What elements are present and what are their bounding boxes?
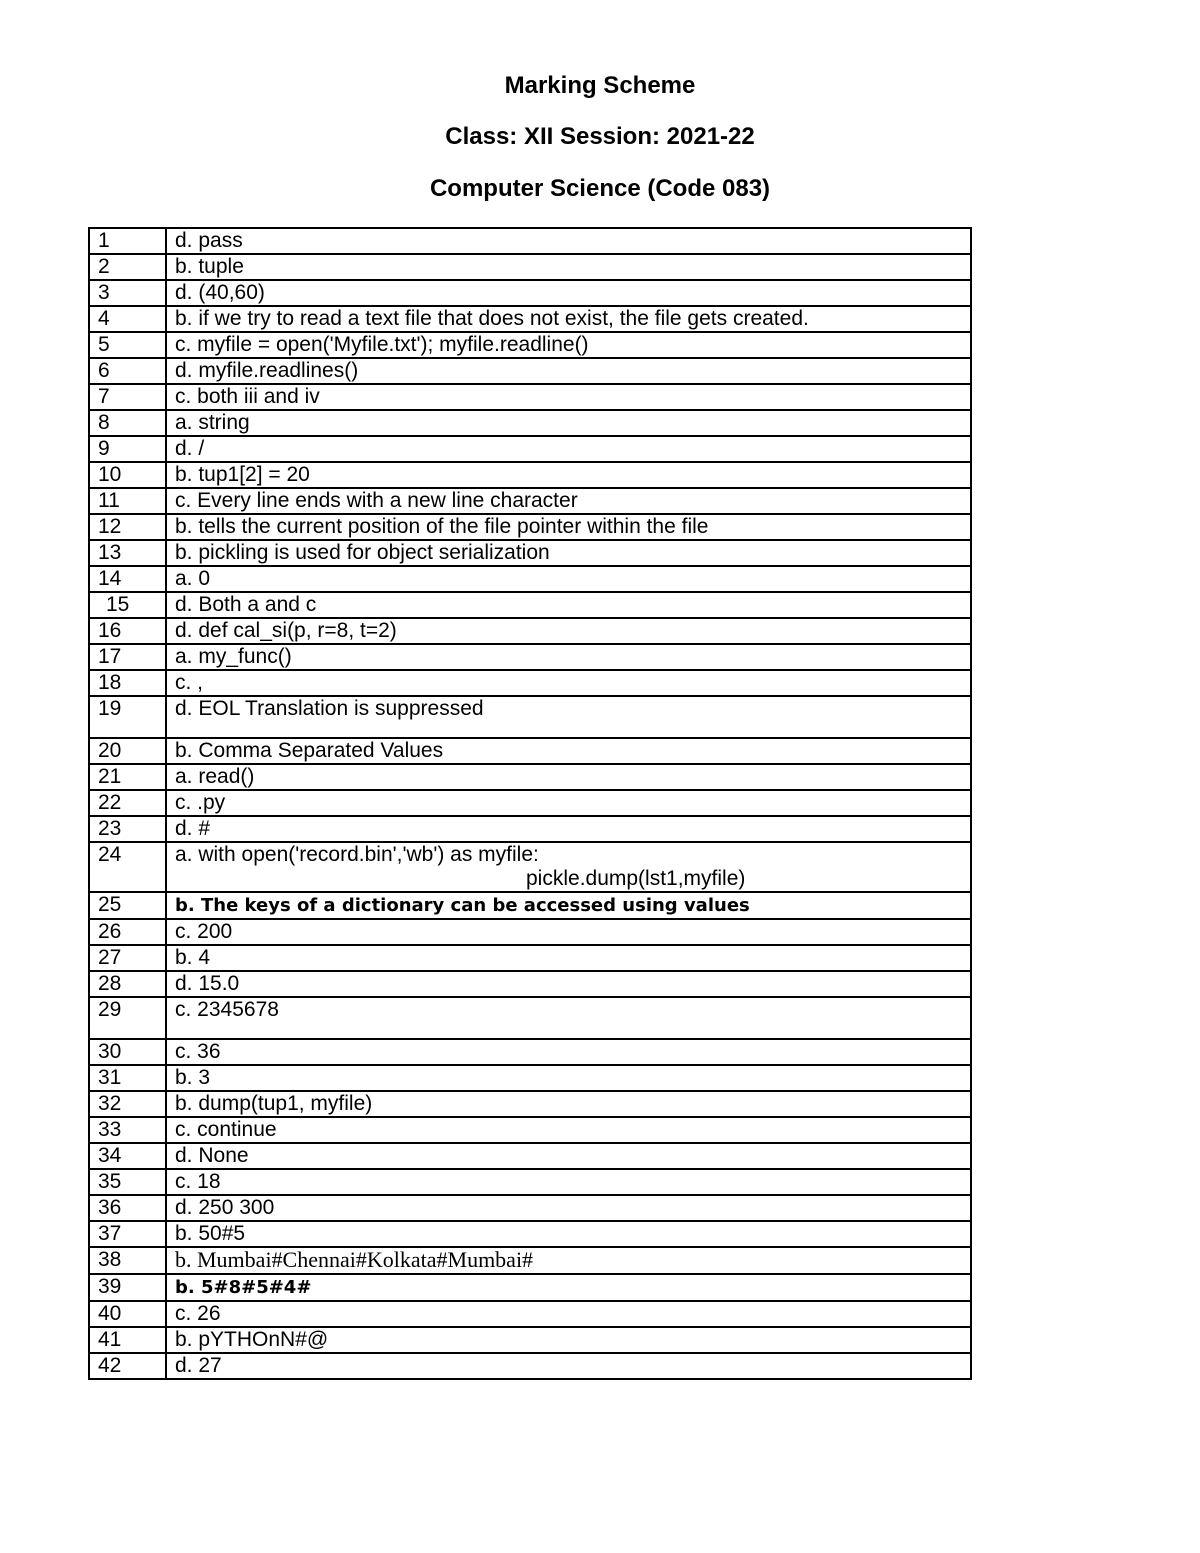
question-number: 22 bbox=[89, 790, 166, 816]
table-row bbox=[89, 1301, 971, 1327]
answer-table-body bbox=[89, 228, 971, 1379]
answer-cell bbox=[166, 410, 971, 436]
answer-text: d. 15.0 bbox=[175, 972, 240, 995]
question-number: 12 bbox=[89, 514, 166, 540]
table-row bbox=[89, 332, 971, 358]
answer-text: b. Comma Separated Values bbox=[175, 739, 444, 762]
answer-cell bbox=[166, 816, 971, 842]
question-number: 3 bbox=[89, 280, 166, 306]
answer-text: d. 250 300 bbox=[175, 1196, 275, 1219]
table-row bbox=[89, 1065, 971, 1091]
table-row bbox=[89, 618, 971, 644]
answer-cell bbox=[166, 384, 971, 410]
table-row bbox=[89, 462, 971, 488]
table-row bbox=[89, 566, 971, 592]
question-number: 40 bbox=[89, 1301, 166, 1327]
answer-cell bbox=[166, 945, 971, 971]
table-row bbox=[89, 892, 971, 919]
table-row bbox=[89, 1353, 971, 1379]
question-number: 33 bbox=[89, 1117, 166, 1143]
question-number: 24 bbox=[89, 842, 166, 892]
answer-cell bbox=[166, 892, 971, 919]
question-number: 34 bbox=[89, 1143, 166, 1169]
answer-cell bbox=[166, 540, 971, 566]
question-number: 21 bbox=[89, 764, 166, 790]
question-number: 14 bbox=[89, 566, 166, 592]
answer-text: c. continue bbox=[175, 1118, 277, 1141]
table-row bbox=[89, 1195, 971, 1221]
table-row bbox=[89, 790, 971, 816]
answer-text: b. dump(tup1, myfile) bbox=[175, 1092, 373, 1115]
answer-cell bbox=[166, 1091, 971, 1117]
table-row bbox=[89, 971, 971, 997]
answer-text: b. tells the current position of the file pointer within the file bbox=[175, 515, 709, 538]
question-number: 16 bbox=[89, 618, 166, 644]
question-number: 30 bbox=[89, 1039, 166, 1065]
answer-text: c. Every line ends with a new line character bbox=[175, 489, 578, 512]
table-row bbox=[89, 254, 971, 280]
answer-cell bbox=[166, 462, 971, 488]
question-number: 15 bbox=[89, 592, 166, 618]
answer-text: a. read() bbox=[175, 765, 255, 788]
answer-cell bbox=[166, 332, 971, 358]
answer-text: d. myfile.readlines() bbox=[175, 359, 359, 382]
table-row bbox=[89, 1247, 971, 1274]
answer-text: b. 3 bbox=[175, 1066, 211, 1089]
table-row bbox=[89, 919, 971, 945]
question-number: 10 bbox=[89, 462, 166, 488]
question-number: 11 bbox=[89, 488, 166, 514]
question-number: 27 bbox=[89, 945, 166, 971]
question-number: 39 bbox=[89, 1274, 166, 1301]
answer-cell bbox=[166, 670, 971, 696]
answer-cell bbox=[166, 618, 971, 644]
answer-cell bbox=[166, 1247, 971, 1274]
answer-cell bbox=[166, 306, 971, 332]
table-row bbox=[89, 436, 971, 462]
answer-cell bbox=[166, 514, 971, 540]
question-number: 23 bbox=[89, 816, 166, 842]
answer-table bbox=[88, 227, 972, 1380]
question-number: 36 bbox=[89, 1195, 166, 1221]
question-number: 2 bbox=[89, 254, 166, 280]
answer-text: c. both iii and iv bbox=[175, 385, 320, 408]
answer-text: b. if we try to read a text file that does not exist, the file gets created. bbox=[175, 307, 809, 330]
answer-text: d. / bbox=[175, 437, 205, 460]
answer-cell bbox=[166, 1143, 971, 1169]
class-session-heading: Class: XII Session: 2021-22 bbox=[445, 123, 755, 150]
table-row bbox=[89, 514, 971, 540]
answer-text: b. tup1[2] = 20 bbox=[175, 463, 310, 486]
answer-cell bbox=[166, 566, 971, 592]
question-number: 20 bbox=[89, 738, 166, 764]
answer-text: b. tuple bbox=[175, 255, 244, 278]
answer-cell bbox=[166, 228, 971, 254]
question-number: 9 bbox=[89, 436, 166, 462]
table-row bbox=[89, 1169, 971, 1195]
subject-heading: Computer Science (Code 083) bbox=[429, 175, 771, 202]
answer-cell bbox=[166, 1221, 971, 1247]
table-row bbox=[89, 1143, 971, 1169]
question-number: 18 bbox=[89, 670, 166, 696]
answer-text: b. 4 bbox=[175, 946, 211, 969]
answer-text: c. 18 bbox=[175, 1170, 221, 1193]
answer-text: c. myfile = open('Myfile.txt'); myfile.readline() bbox=[175, 333, 589, 356]
answer-text: d. EOL Translation is suppressed bbox=[175, 697, 484, 720]
table-row bbox=[89, 764, 971, 790]
answer-text: a. my_func() bbox=[175, 645, 292, 668]
answer-cell bbox=[166, 696, 971, 738]
answer-text: c. , bbox=[175, 671, 204, 694]
answer-cell bbox=[166, 971, 971, 997]
answer-cell bbox=[166, 488, 971, 514]
answer-cell bbox=[166, 842, 971, 892]
answer-cell bbox=[166, 1039, 971, 1065]
question-number: 29 bbox=[89, 997, 166, 1039]
answer-cell bbox=[166, 1065, 971, 1091]
answer-text: b. 50#5 bbox=[175, 1222, 246, 1245]
answer-cell bbox=[166, 254, 971, 280]
question-number: 6 bbox=[89, 358, 166, 384]
answer-cell bbox=[166, 280, 971, 306]
table-row bbox=[89, 1221, 971, 1247]
answer-cell bbox=[166, 1301, 971, 1327]
answer-text: d. (40,60) bbox=[175, 281, 265, 304]
answer-text: c. 2345678 bbox=[175, 998, 279, 1021]
question-number: 37 bbox=[89, 1221, 166, 1247]
answer-cell bbox=[166, 1274, 971, 1301]
answer-cell bbox=[166, 1353, 971, 1379]
answer-cell bbox=[166, 1117, 971, 1143]
table-row bbox=[89, 384, 971, 410]
answer-text: d. 27 bbox=[175, 1354, 222, 1377]
answer-text: d. # bbox=[175, 817, 211, 840]
answer-text: d. def cal_si(p, r=8, t=2) bbox=[175, 619, 397, 642]
answer-text: c. .py bbox=[175, 791, 226, 814]
table-row bbox=[89, 1091, 971, 1117]
answer-text: a. 0 bbox=[175, 567, 211, 590]
table-row bbox=[89, 1039, 971, 1065]
question-number: 32 bbox=[89, 1091, 166, 1117]
table-row bbox=[89, 1274, 971, 1301]
answer-text: c. 36 bbox=[175, 1040, 221, 1063]
table-row bbox=[89, 670, 971, 696]
question-number: 25 bbox=[89, 892, 166, 919]
answer-cell bbox=[166, 358, 971, 384]
question-number: 26 bbox=[89, 919, 166, 945]
table-row bbox=[89, 1327, 971, 1353]
table-row bbox=[89, 488, 971, 514]
answer-cell bbox=[166, 1195, 971, 1221]
question-number: 42 bbox=[89, 1353, 166, 1379]
answer-text: b. pYTHOnN#@ bbox=[175, 1328, 329, 1351]
question-number: 13 bbox=[89, 540, 166, 566]
question-number: 41 bbox=[89, 1327, 166, 1353]
question-number: 28 bbox=[89, 971, 166, 997]
answer-cell bbox=[166, 764, 971, 790]
answer-text: a. string bbox=[175, 411, 250, 434]
answer-cell bbox=[166, 592, 971, 618]
question-number: 19 bbox=[89, 696, 166, 738]
question-number: 1 bbox=[89, 228, 166, 254]
answer-cell bbox=[166, 738, 971, 764]
answer-text-continuation: pickle.dump(lst1,myfile) bbox=[526, 867, 746, 890]
table-row bbox=[89, 842, 971, 892]
question-number: 7 bbox=[89, 384, 166, 410]
question-number: 17 bbox=[89, 644, 166, 670]
answer-text: c. 26 bbox=[175, 1302, 221, 1325]
answer-text: d. pass bbox=[175, 229, 243, 252]
question-number: 4 bbox=[89, 306, 166, 332]
table-row bbox=[89, 358, 971, 384]
answer-cell bbox=[166, 790, 971, 816]
table-row bbox=[89, 644, 971, 670]
question-number: 8 bbox=[89, 410, 166, 436]
answer-cell bbox=[166, 919, 971, 945]
table-row bbox=[89, 738, 971, 764]
table-row bbox=[89, 280, 971, 306]
question-number: 38 bbox=[89, 1247, 166, 1274]
answer-text: d. None bbox=[175, 1144, 249, 1167]
table-row bbox=[89, 228, 971, 254]
answer-cell bbox=[166, 1169, 971, 1195]
document-title: Marking Scheme bbox=[504, 72, 696, 99]
table-row bbox=[89, 816, 971, 842]
table-row bbox=[89, 696, 971, 738]
answer-text: d. Both a and c bbox=[175, 593, 317, 616]
table-row bbox=[89, 1117, 971, 1143]
question-number: 5 bbox=[89, 332, 166, 358]
answer-text: b. Mumbai#Chennai#Kolkata#Mumbai# bbox=[175, 1247, 534, 1272]
answer-text: b. pickling is used for object serialization bbox=[175, 541, 550, 564]
table-row bbox=[89, 592, 971, 618]
table-row bbox=[89, 945, 971, 971]
answer-text: a. with open('record.bin','wb') as myfile: bbox=[175, 843, 539, 866]
question-number: 31 bbox=[89, 1065, 166, 1091]
answer-cell bbox=[166, 436, 971, 462]
answer-cell bbox=[166, 644, 971, 670]
table-row bbox=[89, 410, 971, 436]
answer-cell bbox=[166, 997, 971, 1039]
question-number: 35 bbox=[89, 1169, 166, 1195]
answer-text: b. The keys of a dictionary can be accessed using values bbox=[175, 895, 750, 916]
table-row bbox=[89, 306, 971, 332]
table-row bbox=[89, 540, 971, 566]
answer-cell bbox=[166, 1327, 971, 1353]
answer-text: c. 200 bbox=[175, 920, 233, 943]
answer-text: b. 5#8#5#4# bbox=[175, 1277, 312, 1298]
table-row bbox=[89, 997, 971, 1039]
